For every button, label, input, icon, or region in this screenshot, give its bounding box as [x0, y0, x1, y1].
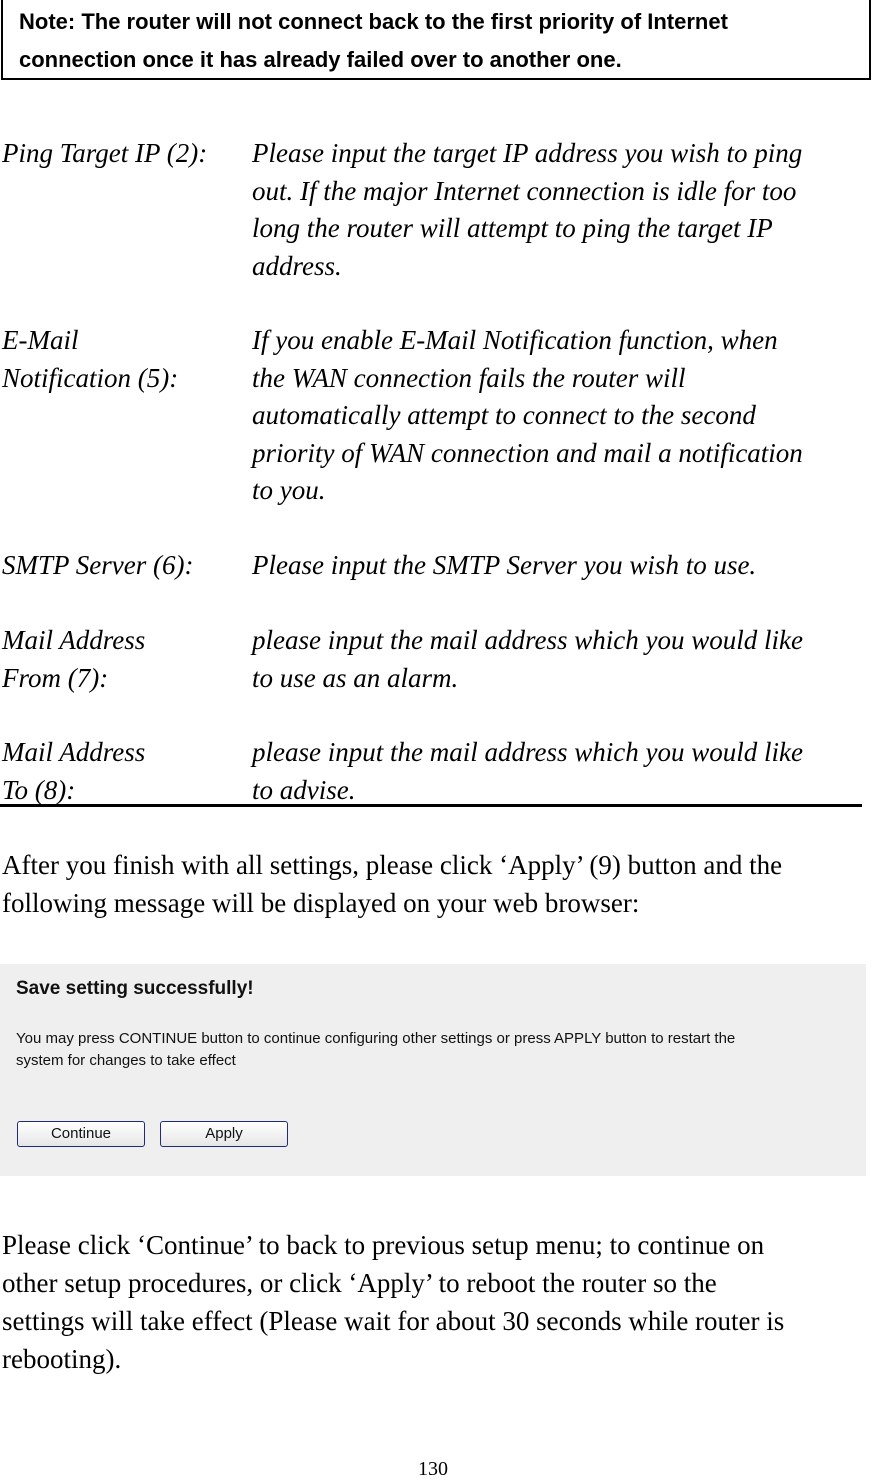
- save-success-dialog: [0, 964, 866, 1176]
- definition-term: Mail Address From (7):: [2, 625, 146, 693]
- definition-term: Mail Address To (8):: [2, 737, 146, 805]
- note-line-1: Note: The router will not connect back to the first priority of Internet: [19, 9, 728, 34]
- note-box: [1, 0, 871, 80]
- definition-term: SMTP Server (6):: [2, 550, 194, 580]
- definition-description: Please input the SMTP Server you wish to use.: [252, 550, 757, 580]
- note-line-2: connection once it has already failed over to another one.: [19, 47, 622, 72]
- definition-description: If you enable E-Mail Notification function, when the WAN connection fails the router will automatically attempt to connect to the second priority of WAN connection and mail a notification to you.: [252, 325, 803, 505]
- section-divider: [0, 804, 862, 807]
- continue-button[interactable]: Continue: [17, 1121, 145, 1147]
- definition-description: Please input the target IP address you wish to ping out. If the major Internet connection is idle for too long the router will attempt to ping the target IP address.: [252, 138, 803, 281]
- definition-description: please input the mail address which you would like to use as an alarm.: [252, 625, 803, 693]
- after-settings-paragraph: After you finish with all settings, please click ‘Apply’ (9) button and the following message will be displayed on your web browser:: [2, 850, 783, 918]
- definition-term: Ping Target IP (2):: [2, 138, 208, 168]
- definition-term: E-Mail Notification (5):: [2, 325, 179, 393]
- dialog-message: You may press CONTINUE button to continue configuring other settings or press APPLY button to restart the system for changes to take effect: [16, 1030, 736, 1069]
- closing-paragraph: Please click ‘Continue’ to back to previous setup menu; to continue on other setup procedures, or click ‘Apply’ to reboot the router so the settings will take effect (Please wait for about 30 seconds while router is rebooting).: [2, 1230, 785, 1374]
- dialog-title: Save setting successfully!: [16, 978, 254, 999]
- page-number: 130: [418, 1458, 448, 1480]
- apply-button[interactable]: Apply: [160, 1121, 288, 1147]
- definition-description: please input the mail address which you would like to advise.: [252, 737, 803, 805]
